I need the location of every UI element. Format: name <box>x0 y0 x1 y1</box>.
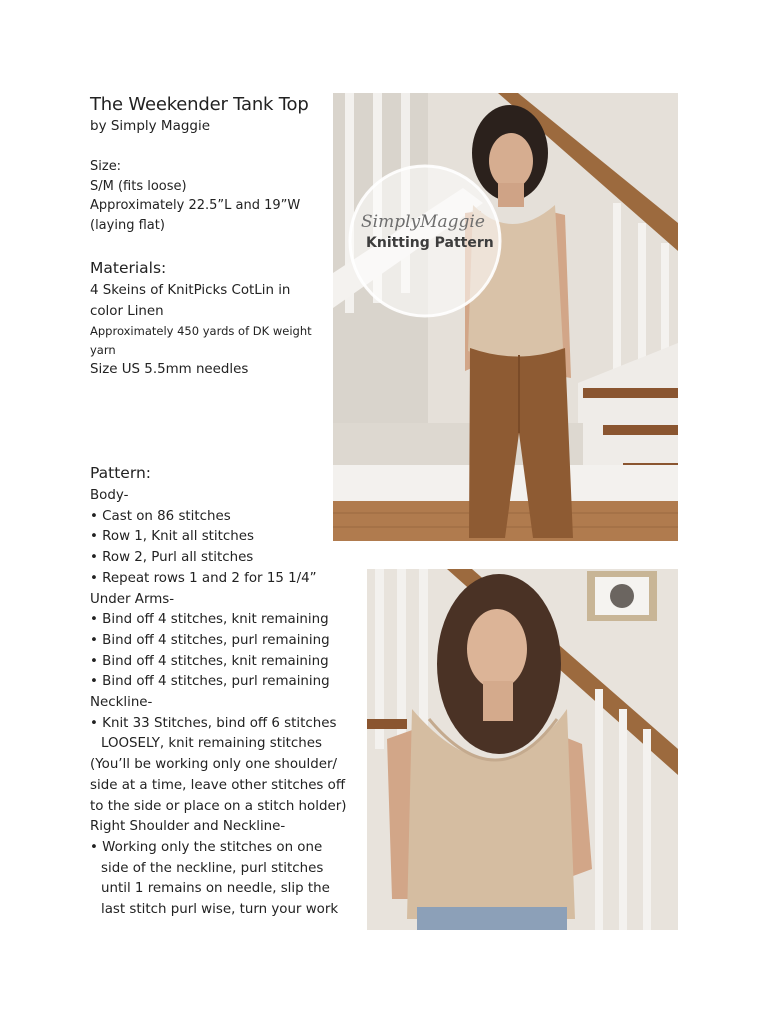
underarms-label: Under Arms- <box>90 591 175 607</box>
neckline-label: Neckline- <box>90 695 153 711</box>
size-section <box>90 157 300 235</box>
list-item: • Bind off 4 stitches, purl remaining <box>90 632 330 648</box>
materials-needles: Size US 5.5mm needles <box>90 362 249 377</box>
list-item-continuation: last stitch purl wise, turn your work <box>101 902 339 918</box>
list-item-continuation: LOOSELY, knit remaining stitches <box>101 736 322 752</box>
size-dimensions: Approximately 22.5”L and 19”W <box>90 198 301 213</box>
materials-yarn-color: color Linen <box>90 303 164 319</box>
list-item: • Bind off 4 stitches, knit remaining <box>90 653 329 669</box>
page-title: The Weekender Tank Top <box>90 94 309 115</box>
photo-model-staircase-illustration <box>333 93 678 541</box>
watermark-brand: SimplyMaggie <box>361 212 485 232</box>
list-item: • Row 2, Purl all stitches <box>90 550 254 566</box>
size-value: S/M (fits loose) <box>90 178 187 194</box>
materials-yardage: Approximately 450 yards of DK weight <box>90 324 312 338</box>
pattern-heading: Pattern: <box>90 464 151 482</box>
list-item-continuation: until 1 remains on needle, slip the <box>101 881 330 897</box>
list-item: • Bind off 4 stitches, knit remaining <box>90 612 329 628</box>
pattern-instructions <box>90 486 346 921</box>
list-item: • Knit 33 Stitches, bind off 6 stitches <box>90 715 337 731</box>
note-line: (You’ll be working only one shoulder/ <box>90 757 337 773</box>
list-item-continuation: side of the neckline, purl stitches <box>101 860 324 876</box>
materials-yardage-cont: yarn <box>90 343 116 357</box>
list-item: • Repeat rows 1 and 2 for 15 1/4” <box>90 570 317 586</box>
right-shoulder-label: Right Shoulder and Neckline- <box>90 819 286 835</box>
list-item: • Bind off 4 stitches, purl remaining <box>90 674 330 690</box>
materials-heading: Materials: <box>90 259 167 277</box>
list-item: • Working only the stitches on one <box>90 839 323 855</box>
size-dimensions-note: (laying flat) <box>90 217 165 233</box>
note-line: side at a time, leave other stitches off <box>90 777 346 793</box>
photo-model-staircase <box>333 93 678 541</box>
body-label: Body- <box>90 488 129 503</box>
size-label: Size: <box>90 159 122 174</box>
list-item: • Cast on 86 stitches <box>90 508 231 524</box>
photo-model-closeup <box>367 569 678 930</box>
byline: by Simply Maggie <box>90 118 211 134</box>
watermark-subtitle: Knitting Pattern <box>366 235 494 251</box>
list-item: • Row 1, Knit all stitches <box>90 529 254 545</box>
materials-yarn: 4 Skeins of KnitPicks CotLin in <box>90 283 291 298</box>
materials-section <box>90 281 312 381</box>
photo-model-closeup-illustration <box>367 569 678 930</box>
note-line: to the side or place on a stitch holder) <box>90 798 347 814</box>
